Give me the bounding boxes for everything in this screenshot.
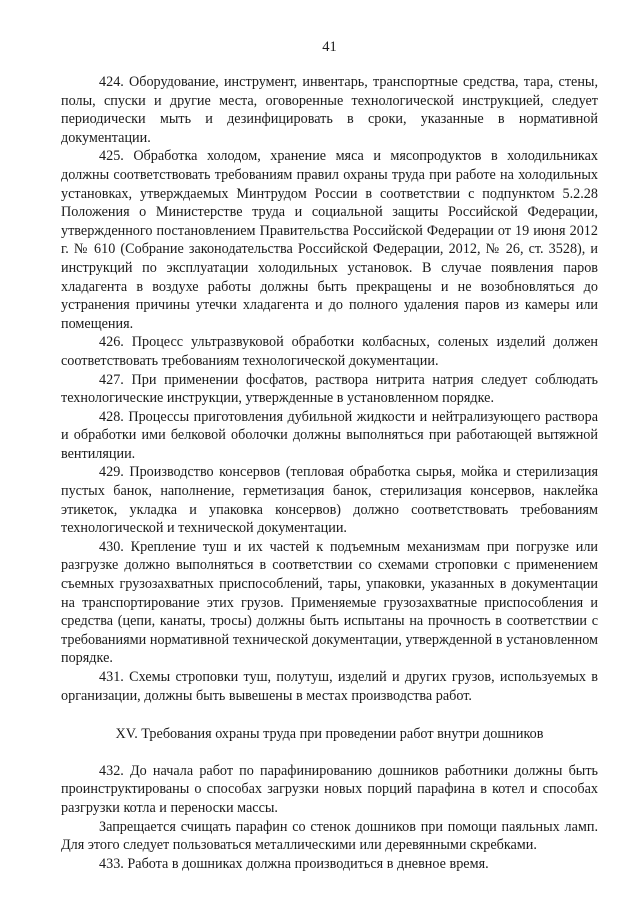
paragraph-432: 432. До начала работ по парафинированию дошников работники должны быть проинструктированы о способах загрузки новых порций парафина в котел и способах разгрузки котла и переноски массы. <box>61 762 598 816</box>
paragraph-428: 428. Процессы приготовления дубильной жидкости и нейтрализующего раствора и обработки ими белковой оболочки должны выполняться при работающей вытяжной вентиляции. <box>61 408 598 462</box>
paragraph-429: 429. Производство консервов (тепловая обработка сырья, мойка и стерилизация пустых банок, наполнение, герметизация банок, стерилизация консервов, наклейка этикеток, укладка и упаковка консервов) должно соответствовать требованиям технологической и технической документации. <box>61 464 598 537</box>
paragraph-426: 426. Процесс ультразвуковой обработки колбасных, соленых изделий должен соответствовать требованиям технологической документации. <box>61 334 598 369</box>
paragraphs-before <box>61 73 598 705</box>
paragraphs-after <box>61 762 598 874</box>
section-heading: XV. Требования охраны труда при проведении работ внутри дошников <box>115 726 544 743</box>
paragraph-431: 431. Схемы строповки туш, полутуш, изделий и других грузов, используемых в организации, должны быть вывешены в местах производства работ. <box>61 669 598 704</box>
paragraph-425: 425. Обработка холодом, хранение мяса и мясопродуктов в холодильниках должны соответствовать требованиям правил охраны труда при работе на холодильных установках, утверждаемых Минтрудом России в соответствии с подпунктом 5.2.28 Положения о Министерстве труда и социальной защиты Российской Федерации, утвержденного постановлением Правительства Российской Федерации от 19 июня 2012 г. № 610 (Собрание законодательства Российской Федерации, 2012, № 26, ст. 3528), и инструкций по эксплуатации холодильных установок. В случае появления паров хладагента в воздухе работы должны быть прекращены и не возобновляться до устранения причины утечки хладагента и до полного удаления паров из камеры или помещения. <box>61 148 598 332</box>
paragraph-433: 433. Работа в дошниках должна производиться в дневное время. <box>99 855 489 872</box>
paragraph-430: 430. Крепление туш и их частей к подъемным механизмам при погрузке или разгрузке должно выполняться в соответствии со схемами строповки с применением съемных грузозахватных приспособлений, тары, упаковки, указанных в документации на транспортирование этих грузов. Применяемые грузозахватные приспособления и средства (цепи, канаты, тросы) должны быть испытаны на прочность в соответствии с требованиями нормативной технической документации, утвержденной в установленном порядке. <box>61 538 598 667</box>
paragraph-432-continued: Запрещается счищать парафин со стенок дошников при помощи паяльных ламп. Для этого следует пользоваться металлическими или деревянными скребками. <box>61 818 598 854</box>
paragraph-424: 424. Оборудование, инструмент, инвентарь, транспортные средства, тара, стены, полы, спуски и другие места, оговоренные технологической инструкцией, следует периодически мыть и дезинфицировать в сроки, указанные в нормативной документации. <box>61 74 598 146</box>
page-number: 41 <box>322 39 337 55</box>
paragraph-427: 427. При применении фосфатов, раствора нитрита натрия следует соблюдать технологические инструкции, утвержденные в установленном порядке. <box>61 371 598 407</box>
